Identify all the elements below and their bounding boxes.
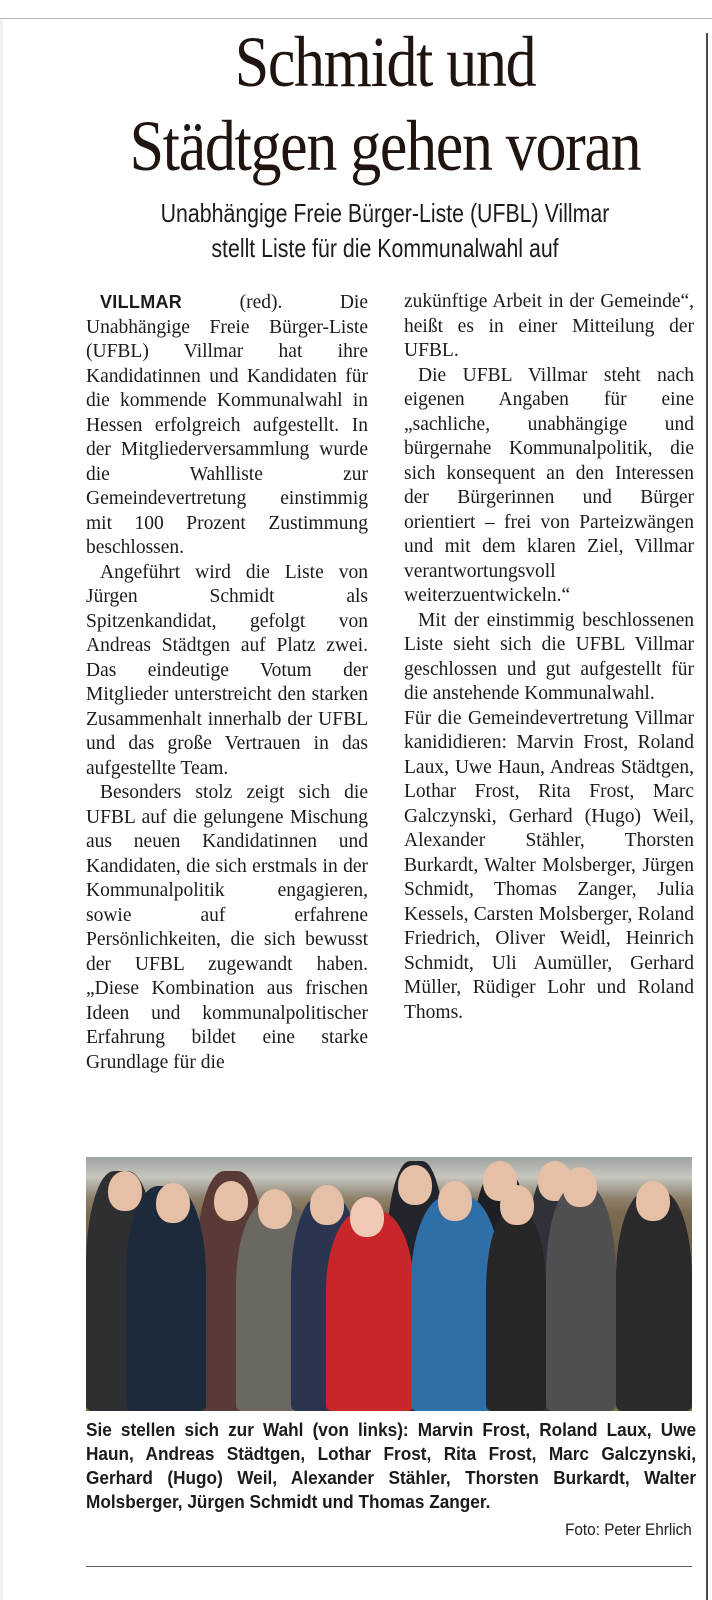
photo-credit: Foto: Peter Ehrlich <box>565 1520 692 1539</box>
paragraph: zukünftige Arbeit in der Gemeinde“, heißt es in einer Mitteilung der UFBL. <box>404 291 694 361</box>
photo-person <box>546 1186 616 1411</box>
article-column-left <box>86 290 368 1075</box>
subheadline <box>119 196 652 266</box>
paragraph-candidate-list: Für die Gemeindevertretung Villmar kanididieren: Marvin Frost, Roland Laux, Uwe Haun, Andreas Städtgen, Lothar Frost, Rita Frost, Marc Galczynski, Gerhard (Hugo) Weil, Alexander Stähler, Thorsten Burkardt, Walter Molsberger, Jürgen Schmidt, Thomas Zanger, Julia Kessels, Carsten Molsberger, Roland Friedrich, Oliver Weidl, Heinrich Schmidt, Uli Aumüller, Gerhard Müller, Rüdiger Lohr und Roland Thoms. <box>404 707 694 1023</box>
group-photo <box>86 1157 692 1411</box>
photo-person <box>326 1211 414 1411</box>
headline-line-1: Schmidt und <box>234 22 536 102</box>
photo-face <box>350 1197 384 1237</box>
photo-face <box>156 1183 190 1223</box>
column-rule-right <box>706 33 708 1600</box>
paragraph: Besonders stolz zeigt sich die UFBL auf die gelungene Mischung aus neuen Kandidatinnen und Kandidaten, die sich erstmals in der Kommunalpolitik engagieren, sowie auf erfahrene Persönlichkeiten, die sich bewusst der UFBL zugewandt haben. „Diese Kombination aus frischen Ideen und kommunalpolitischer Erfahrung bildet eine starke Grundlage für die <box>86 782 368 1073</box>
paragraph: Die UFBL Villmar steht nach eigenen Angaben für eine „sachliche, unabhängige und bürgernahe Kommunalpolitik, die sich konsequent an den Interessen der Bürgerinnen und Bürger orientiert – frei von Parteizwängen und mit dem klaren Ziel, Villmar verantwortungsvoll weiterzuentwickeln.“ <box>404 364 694 606</box>
photo-face <box>258 1189 292 1229</box>
headline-line-2: Städtgen gehen voran <box>129 106 641 186</box>
photo-face <box>438 1181 472 1221</box>
photo-face <box>563 1167 597 1207</box>
article-column-right <box>404 290 694 1025</box>
headline <box>106 20 665 188</box>
photo-face <box>636 1181 670 1221</box>
photo-face <box>214 1181 248 1221</box>
photo-face <box>310 1185 344 1225</box>
dateline: VILLMAR <box>100 292 183 312</box>
bottom-divider <box>86 1566 692 1567</box>
paragraph-text: (red). Die Unabhängige Freie Bürger-Liste (UFBL) Villmar hat ihre Kandidatinnen und Kandidaten für die kommende Kommunalwahl in Hessen erfolgreich aufgestellt. In der Mitgliederversammlung wurde die Wahlliste zur Gemeindevertretung einstimmig mit 100 Prozent Zustimmung beschlossen. <box>86 292 369 558</box>
photo-person <box>616 1191 692 1411</box>
paragraph <box>86 290 368 561</box>
paragraph: Mit der einstimmig beschlossenen Liste sieht sich die UFBL Villmar geschlossen und gut aufgestellt für die anstehende Kommunalwahl. <box>404 609 694 704</box>
subheadline-line-2: stellt Liste für die Kommunalwahl auf <box>211 233 559 263</box>
top-divider <box>0 18 712 19</box>
photo-face <box>500 1185 534 1225</box>
subheadline-line-1: Unabhängige Freie Bürger-Liste (UFBL) Villmar <box>160 198 610 228</box>
photo-face <box>398 1165 432 1205</box>
photo-caption: Sie stellen sich zur Wahl (von links): Marvin Frost, Roland Laux, Uwe Haun, Andreas Städtgen, Lothar Frost, Rita Frost, Marc Galczynski, Gerhard (Hugo) Weil, Alexander Stähler, Thorsten Burkardt, Walter Molsberger, Jürgen Schmidt und Thomas Zanger. <box>86 1419 697 1512</box>
paragraph: Angeführt wird die Liste von Jürgen Schmidt als Spitzenkandidat, gefolgt von Andreas Städtgen auf Platz zwei. Das eindeutige Votum der Mitglieder unterstreicht den starken Zusammenhalt innerhalb der UFBL und das große Vertrauen in das aufgestellte Team. <box>86 561 368 779</box>
left-page-edge <box>0 19 3 1600</box>
photo-person <box>486 1211 546 1411</box>
